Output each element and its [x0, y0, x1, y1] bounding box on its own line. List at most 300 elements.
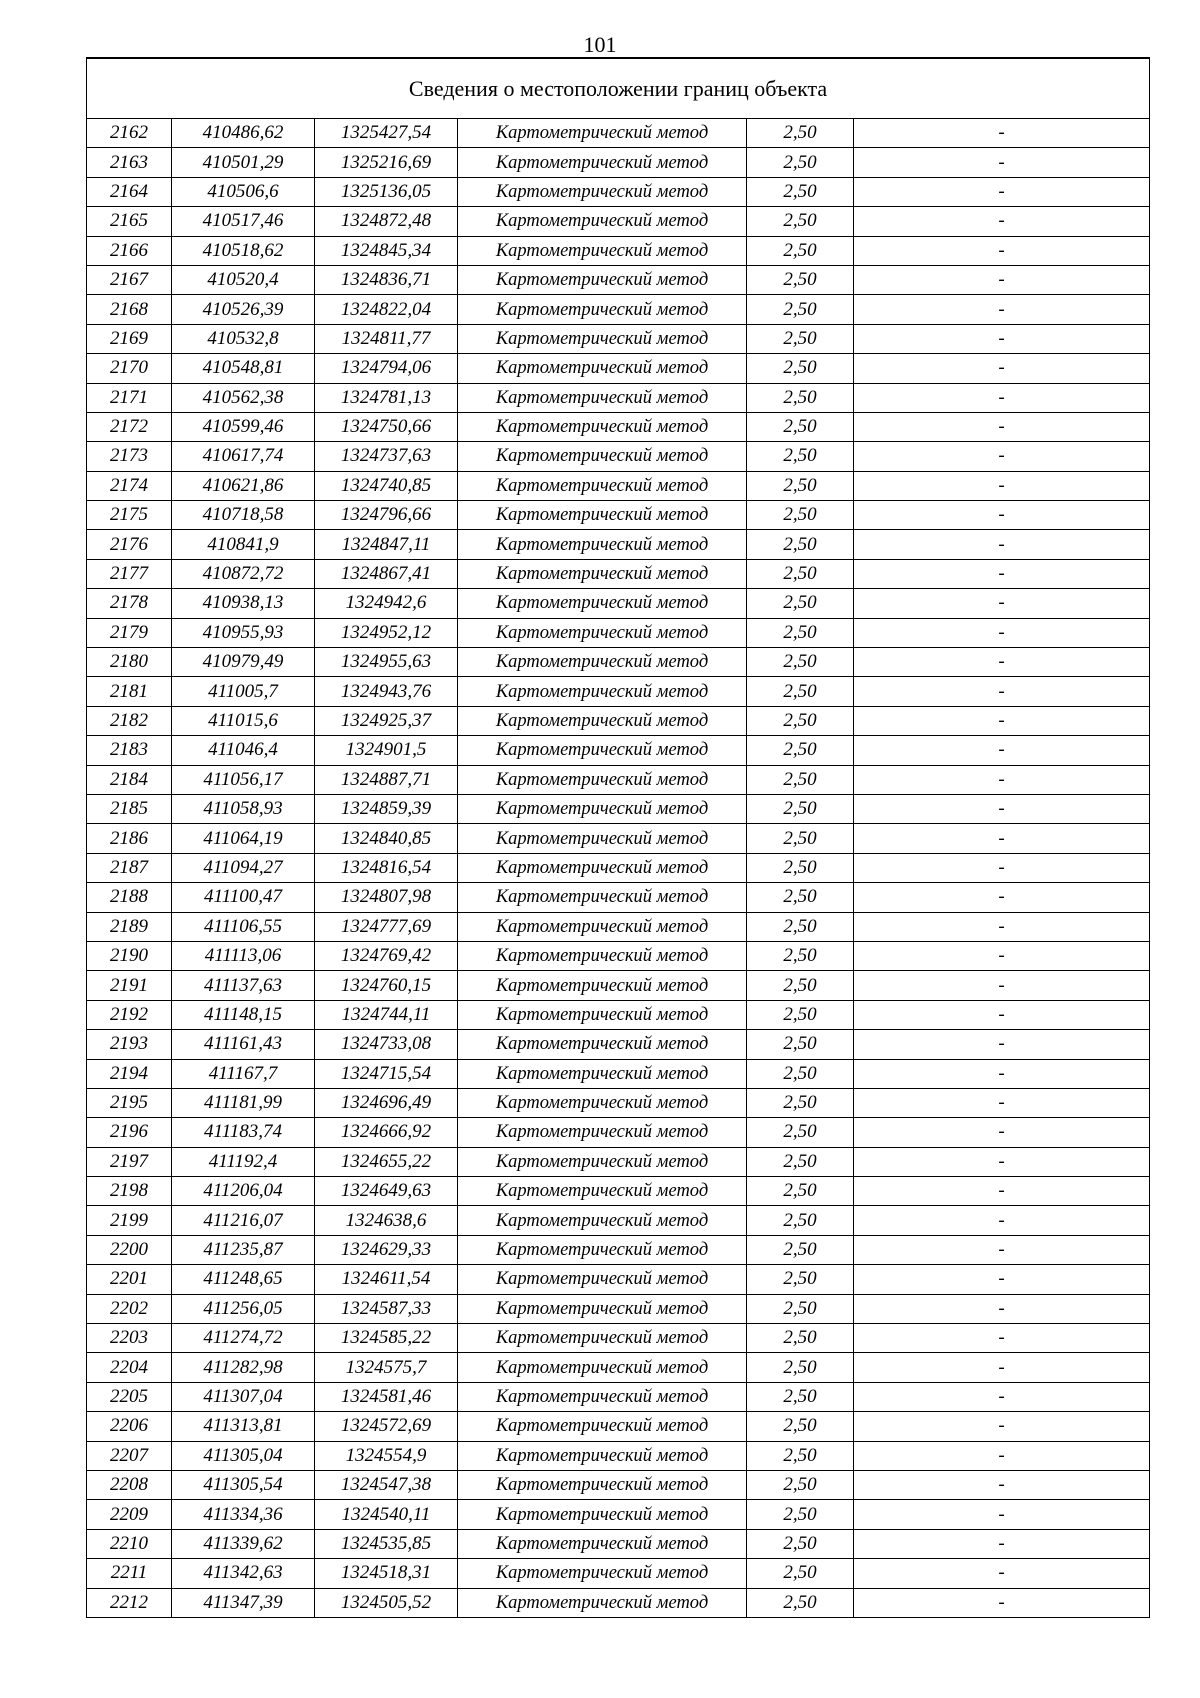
method-cell: Картометрический метод: [458, 1118, 747, 1147]
description-cell: -: [854, 677, 1150, 706]
y-coordinate-cell: 1324816,54: [315, 853, 458, 882]
description-cell: -: [854, 941, 1150, 970]
y-coordinate-cell: 1324836,71: [315, 265, 458, 294]
accuracy-cell: 2,50: [747, 1235, 854, 1264]
y-coordinate-cell: 1324925,37: [315, 706, 458, 735]
table-row: [87, 706, 1150, 735]
accuracy-cell: 2,50: [747, 324, 854, 353]
x-coordinate-cell: 411056,17: [172, 765, 315, 794]
table-row: [87, 648, 1150, 677]
point-number-cell: 2173: [87, 442, 172, 471]
page-number: 101: [583, 32, 617, 57]
accuracy-cell: 2,50: [747, 706, 854, 735]
table-row: [87, 265, 1150, 294]
method-cell: Картометрический метод: [458, 1470, 747, 1499]
description-cell: -: [854, 648, 1150, 677]
y-coordinate-cell: 1324887,71: [315, 765, 458, 794]
y-coordinate-cell: 1324859,39: [315, 794, 458, 823]
method-cell: Картометрический метод: [458, 794, 747, 823]
point-number-cell: 2168: [87, 295, 172, 324]
point-number-cell: 2175: [87, 501, 172, 530]
method-cell: Картометрический метод: [458, 501, 747, 530]
table-row: [87, 589, 1150, 618]
description-cell: -: [854, 1353, 1150, 1382]
table-row: [87, 765, 1150, 794]
point-number-cell: 2184: [87, 765, 172, 794]
table-row: [87, 912, 1150, 941]
table-row: [87, 412, 1150, 441]
table-row: [87, 530, 1150, 559]
point-number-cell: 2193: [87, 1030, 172, 1059]
description-cell: -: [854, 1470, 1150, 1499]
point-number-cell: 2205: [87, 1382, 172, 1411]
description-cell: -: [854, 501, 1150, 530]
y-coordinate-cell: 1324629,33: [315, 1235, 458, 1264]
point-number-cell: 2170: [87, 354, 172, 383]
description-cell: -: [854, 207, 1150, 236]
description-cell: -: [854, 1382, 1150, 1411]
accuracy-cell: 2,50: [747, 1265, 854, 1294]
point-number-cell: 2190: [87, 941, 172, 970]
y-coordinate-cell: 1324845,34: [315, 236, 458, 265]
accuracy-cell: 2,50: [747, 736, 854, 765]
x-coordinate-cell: 411342,63: [172, 1559, 315, 1588]
accuracy-cell: 2,50: [747, 471, 854, 500]
table-row: [87, 971, 1150, 1000]
accuracy-cell: 2,50: [747, 236, 854, 265]
accuracy-cell: 2,50: [747, 1206, 854, 1235]
method-cell: Картометрический метод: [458, 618, 747, 647]
table-row: [87, 324, 1150, 353]
method-cell: Картометрический метод: [458, 1294, 747, 1323]
table-row: [87, 1353, 1150, 1382]
method-cell: Картометрический метод: [458, 941, 747, 970]
point-number-cell: 2210: [87, 1529, 172, 1558]
method-cell: Картометрический метод: [458, 1147, 747, 1176]
method-cell: Картометрический метод: [458, 530, 747, 559]
y-coordinate-cell: 1324554,9: [315, 1441, 458, 1470]
description-cell: -: [854, 883, 1150, 912]
table-row: [87, 1265, 1150, 1294]
method-cell: Картометрический метод: [458, 1441, 747, 1470]
accuracy-cell: 2,50: [747, 295, 854, 324]
x-coordinate-cell: 410518,62: [172, 236, 315, 265]
table-row: [87, 1177, 1150, 1206]
point-number-cell: 2180: [87, 648, 172, 677]
accuracy-cell: 2,50: [747, 648, 854, 677]
table-row: [87, 177, 1150, 206]
accuracy-cell: 2,50: [747, 618, 854, 647]
accuracy-cell: 2,50: [747, 1030, 854, 1059]
x-coordinate-cell: 410526,39: [172, 295, 315, 324]
point-number-cell: 2196: [87, 1118, 172, 1147]
y-coordinate-cell: 1324587,33: [315, 1294, 458, 1323]
accuracy-cell: 2,50: [747, 1559, 854, 1588]
description-cell: -: [854, 1059, 1150, 1088]
y-coordinate-cell: 1324796,66: [315, 501, 458, 530]
point-number-cell: 2177: [87, 559, 172, 588]
y-coordinate-cell: 1324733,08: [315, 1030, 458, 1059]
y-coordinate-cell: 1324575,7: [315, 1353, 458, 1382]
y-coordinate-cell: 1324781,13: [315, 383, 458, 412]
boundary-coordinates-table: [86, 57, 1150, 1618]
table-row: [87, 883, 1150, 912]
accuracy-cell: 2,50: [747, 1000, 854, 1029]
y-coordinate-cell: 1324744,11: [315, 1000, 458, 1029]
table-row: [87, 1147, 1150, 1176]
description-cell: -: [854, 148, 1150, 177]
description-cell: -: [854, 1294, 1150, 1323]
method-cell: Картометрический метод: [458, 824, 747, 853]
accuracy-cell: 2,50: [747, 354, 854, 383]
table-row: [87, 1529, 1150, 1558]
accuracy-cell: 2,50: [747, 177, 854, 206]
accuracy-cell: 2,50: [747, 148, 854, 177]
method-cell: Картометрический метод: [458, 883, 747, 912]
table-row: [87, 1235, 1150, 1264]
description-cell: -: [854, 383, 1150, 412]
x-coordinate-cell: 410501,29: [172, 148, 315, 177]
x-coordinate-cell: 410506,6: [172, 177, 315, 206]
accuracy-cell: 2,50: [747, 1412, 854, 1441]
accuracy-cell: 2,50: [747, 1353, 854, 1382]
description-cell: -: [854, 1147, 1150, 1176]
description-cell: -: [854, 853, 1150, 882]
description-cell: -: [854, 1412, 1150, 1441]
accuracy-cell: 2,50: [747, 119, 854, 148]
accuracy-cell: 2,50: [747, 1059, 854, 1088]
x-coordinate-cell: 411046,4: [172, 736, 315, 765]
method-cell: Картометрический метод: [458, 1265, 747, 1294]
description-cell: -: [854, 824, 1150, 853]
accuracy-cell: 2,50: [747, 941, 854, 970]
table-row: [87, 1294, 1150, 1323]
table-row: [87, 677, 1150, 706]
y-coordinate-cell: 1324794,06: [315, 354, 458, 383]
point-number-cell: 2194: [87, 1059, 172, 1088]
x-coordinate-cell: 411148,15: [172, 1000, 315, 1029]
method-cell: Картометрический метод: [458, 177, 747, 206]
description-cell: -: [854, 442, 1150, 471]
accuracy-cell: 2,50: [747, 265, 854, 294]
y-coordinate-cell: 1325216,69: [315, 148, 458, 177]
x-coordinate-cell: 411235,87: [172, 1235, 315, 1264]
method-cell: Картометрический метод: [458, 648, 747, 677]
x-coordinate-cell: 411113,06: [172, 941, 315, 970]
point-number-cell: 2197: [87, 1147, 172, 1176]
method-cell: Картометрический метод: [458, 1000, 747, 1029]
point-number-cell: 2189: [87, 912, 172, 941]
y-coordinate-cell: 1324952,12: [315, 618, 458, 647]
method-cell: Картометрический метод: [458, 559, 747, 588]
x-coordinate-cell: 411137,63: [172, 971, 315, 1000]
description-cell: -: [854, 1000, 1150, 1029]
method-cell: Картометрический метод: [458, 853, 747, 882]
method-cell: Картометрический метод: [458, 765, 747, 794]
y-coordinate-cell: 1324750,66: [315, 412, 458, 441]
point-number-cell: 2188: [87, 883, 172, 912]
point-number-cell: 2183: [87, 736, 172, 765]
table-row: [87, 501, 1150, 530]
table-row: [87, 236, 1150, 265]
x-coordinate-cell: 410517,46: [172, 207, 315, 236]
table-row: [87, 1412, 1150, 1441]
point-number-cell: 2167: [87, 265, 172, 294]
y-coordinate-cell: 1324769,42: [315, 941, 458, 970]
method-cell: Картометрический метод: [458, 383, 747, 412]
method-cell: Картометрический метод: [458, 265, 747, 294]
y-coordinate-cell: 1324540,11: [315, 1500, 458, 1529]
y-coordinate-cell: 1324737,63: [315, 442, 458, 471]
table-row: [87, 1588, 1150, 1617]
point-number-cell: 2203: [87, 1324, 172, 1353]
method-cell: Картометрический метод: [458, 1500, 747, 1529]
description-cell: -: [854, 1559, 1150, 1588]
table-row: [87, 442, 1150, 471]
x-coordinate-cell: 411167,7: [172, 1059, 315, 1088]
method-cell: Картометрический метод: [458, 1177, 747, 1206]
accuracy-cell: 2,50: [747, 765, 854, 794]
method-cell: Картометрический метод: [458, 1324, 747, 1353]
accuracy-cell: 2,50: [747, 589, 854, 618]
accuracy-cell: 2,50: [747, 853, 854, 882]
y-coordinate-cell: 1324777,69: [315, 912, 458, 941]
table-row: [87, 1030, 1150, 1059]
x-coordinate-cell: 411248,65: [172, 1265, 315, 1294]
method-cell: Картометрический метод: [458, 236, 747, 265]
point-number-cell: 2208: [87, 1470, 172, 1499]
point-number-cell: 2209: [87, 1500, 172, 1529]
description-cell: -: [854, 736, 1150, 765]
description-cell: -: [854, 794, 1150, 823]
accuracy-cell: 2,50: [747, 412, 854, 441]
description-cell: -: [854, 1529, 1150, 1558]
method-cell: Картометрический метод: [458, 207, 747, 236]
table-row: [87, 794, 1150, 823]
description-cell: -: [854, 236, 1150, 265]
y-coordinate-cell: 1324872,48: [315, 207, 458, 236]
method-cell: Картометрический метод: [458, 471, 747, 500]
accuracy-cell: 2,50: [747, 824, 854, 853]
description-cell: -: [854, 765, 1150, 794]
table-row: [87, 824, 1150, 853]
x-coordinate-cell: 411206,04: [172, 1177, 315, 1206]
x-coordinate-cell: 411313,81: [172, 1412, 315, 1441]
method-cell: Картометрический метод: [458, 442, 747, 471]
point-number-cell: 2206: [87, 1412, 172, 1441]
description-cell: -: [854, 706, 1150, 735]
x-coordinate-cell: 411305,54: [172, 1470, 315, 1499]
y-coordinate-cell: 1324655,22: [315, 1147, 458, 1176]
accuracy-cell: 2,50: [747, 1382, 854, 1411]
table-row: [87, 354, 1150, 383]
description-cell: -: [854, 1500, 1150, 1529]
x-coordinate-cell: 411181,99: [172, 1088, 315, 1117]
x-coordinate-cell: 411015,6: [172, 706, 315, 735]
x-coordinate-cell: 410938,13: [172, 589, 315, 618]
x-coordinate-cell: 410718,58: [172, 501, 315, 530]
point-number-cell: 2204: [87, 1353, 172, 1382]
x-coordinate-cell: 411106,55: [172, 912, 315, 941]
table-row: [87, 119, 1150, 148]
table-row: [87, 295, 1150, 324]
point-number-cell: 2192: [87, 1000, 172, 1029]
y-coordinate-cell: 1324547,38: [315, 1470, 458, 1499]
table-row: [87, 853, 1150, 882]
method-cell: Картометрический метод: [458, 412, 747, 441]
method-cell: Картометрический метод: [458, 1588, 747, 1617]
table-row: [87, 383, 1150, 412]
description-cell: -: [854, 354, 1150, 383]
accuracy-cell: 2,50: [747, 1118, 854, 1147]
description-cell: -: [854, 324, 1150, 353]
x-coordinate-cell: 411100,47: [172, 883, 315, 912]
x-coordinate-cell: 411058,93: [172, 794, 315, 823]
method-cell: Картометрический метод: [458, 1206, 747, 1235]
y-coordinate-cell: 1324760,15: [315, 971, 458, 1000]
point-number-cell: 2198: [87, 1177, 172, 1206]
y-coordinate-cell: 1324535,85: [315, 1529, 458, 1558]
point-number-cell: 2174: [87, 471, 172, 500]
method-cell: Картометрический метод: [458, 1353, 747, 1382]
description-cell: -: [854, 1235, 1150, 1264]
point-number-cell: 2199: [87, 1206, 172, 1235]
method-cell: Картометрический метод: [458, 354, 747, 383]
table-row: [87, 148, 1150, 177]
x-coordinate-cell: 411005,7: [172, 677, 315, 706]
x-coordinate-cell: 410955,93: [172, 618, 315, 647]
table-row: [87, 1206, 1150, 1235]
point-number-cell: 2172: [87, 412, 172, 441]
method-cell: Картометрический метод: [458, 589, 747, 618]
point-number-cell: 2164: [87, 177, 172, 206]
method-cell: Картометрический метод: [458, 1059, 747, 1088]
description-cell: -: [854, 530, 1150, 559]
x-coordinate-cell: 411064,19: [172, 824, 315, 853]
description-cell: -: [854, 1088, 1150, 1117]
table-row: [87, 471, 1150, 500]
y-coordinate-cell: 1324505,52: [315, 1588, 458, 1617]
point-number-cell: 2166: [87, 236, 172, 265]
point-number-cell: 2195: [87, 1088, 172, 1117]
accuracy-cell: 2,50: [747, 1177, 854, 1206]
method-cell: Картометрический метод: [458, 1529, 747, 1558]
method-cell: Картометрический метод: [458, 677, 747, 706]
x-coordinate-cell: 410599,46: [172, 412, 315, 441]
description-cell: -: [854, 1588, 1150, 1617]
description-cell: -: [854, 971, 1150, 1000]
description-cell: -: [854, 1324, 1150, 1353]
x-coordinate-cell: 411161,43: [172, 1030, 315, 1059]
description-cell: -: [854, 912, 1150, 941]
x-coordinate-cell: 411256,05: [172, 1294, 315, 1323]
y-coordinate-cell: 1324572,69: [315, 1412, 458, 1441]
point-number-cell: 2185: [87, 794, 172, 823]
method-cell: Картометрический метод: [458, 148, 747, 177]
method-cell: Картометрический метод: [458, 1030, 747, 1059]
y-coordinate-cell: 1324840,85: [315, 824, 458, 853]
method-cell: Картометрический метод: [458, 971, 747, 1000]
y-coordinate-cell: 1324942,6: [315, 589, 458, 618]
y-coordinate-cell: 1324649,63: [315, 1177, 458, 1206]
description-cell: -: [854, 412, 1150, 441]
y-coordinate-cell: 1324740,85: [315, 471, 458, 500]
x-coordinate-cell: 410486,62: [172, 119, 315, 148]
accuracy-cell: 2,50: [747, 442, 854, 471]
description-cell: -: [854, 471, 1150, 500]
point-number-cell: 2163: [87, 148, 172, 177]
point-number-cell: 2187: [87, 853, 172, 882]
accuracy-cell: 2,50: [747, 207, 854, 236]
point-number-cell: 2169: [87, 324, 172, 353]
method-cell: Картометрический метод: [458, 1088, 747, 1117]
accuracy-cell: 2,50: [747, 794, 854, 823]
y-coordinate-cell: 1324807,98: [315, 883, 458, 912]
table-row: [87, 1500, 1150, 1529]
accuracy-cell: 2,50: [747, 1324, 854, 1353]
x-coordinate-cell: 411183,74: [172, 1118, 315, 1147]
table-row: [87, 207, 1150, 236]
table-row: [87, 1118, 1150, 1147]
accuracy-cell: 2,50: [747, 1294, 854, 1323]
x-coordinate-cell: 410562,38: [172, 383, 315, 412]
description-cell: -: [854, 1441, 1150, 1470]
accuracy-cell: 2,50: [747, 912, 854, 941]
method-cell: Картометрический метод: [458, 1559, 747, 1588]
y-coordinate-cell: 1325136,05: [315, 177, 458, 206]
x-coordinate-cell: 411339,62: [172, 1529, 315, 1558]
point-number-cell: 2162: [87, 119, 172, 148]
y-coordinate-cell: 1324867,41: [315, 559, 458, 588]
method-cell: Картометрический метод: [458, 295, 747, 324]
description-cell: -: [854, 618, 1150, 647]
point-number-cell: 2165: [87, 207, 172, 236]
table-row: [87, 1441, 1150, 1470]
accuracy-cell: 2,50: [747, 1147, 854, 1176]
accuracy-cell: 2,50: [747, 530, 854, 559]
x-coordinate-cell: 411305,04: [172, 1441, 315, 1470]
accuracy-cell: 2,50: [747, 1529, 854, 1558]
x-coordinate-cell: 411192,4: [172, 1147, 315, 1176]
description-cell: -: [854, 265, 1150, 294]
accuracy-cell: 2,50: [747, 559, 854, 588]
accuracy-cell: 2,50: [747, 1441, 854, 1470]
accuracy-cell: 2,50: [747, 883, 854, 912]
point-number-cell: 2179: [87, 618, 172, 647]
point-number-cell: 2191: [87, 971, 172, 1000]
description-cell: -: [854, 1177, 1150, 1206]
method-cell: Картометрический метод: [458, 1235, 747, 1264]
description-cell: -: [854, 119, 1150, 148]
description-cell: -: [854, 177, 1150, 206]
table-row: [87, 1088, 1150, 1117]
x-coordinate-cell: 411216,07: [172, 1206, 315, 1235]
x-coordinate-cell: 411334,36: [172, 1500, 315, 1529]
y-coordinate-cell: 1324822,04: [315, 295, 458, 324]
point-number-cell: 2202: [87, 1294, 172, 1323]
table-row: [87, 1324, 1150, 1353]
x-coordinate-cell: 411282,98: [172, 1353, 315, 1382]
accuracy-cell: 2,50: [747, 501, 854, 530]
y-coordinate-cell: 1324955,63: [315, 648, 458, 677]
y-coordinate-cell: 1324666,92: [315, 1118, 458, 1147]
y-coordinate-cell: 1324901,5: [315, 736, 458, 765]
y-coordinate-cell: 1324585,22: [315, 1324, 458, 1353]
point-number-cell: 2181: [87, 677, 172, 706]
method-cell: Картометрический метод: [458, 1412, 747, 1441]
accuracy-cell: 2,50: [747, 971, 854, 1000]
accuracy-cell: 2,50: [747, 1588, 854, 1617]
